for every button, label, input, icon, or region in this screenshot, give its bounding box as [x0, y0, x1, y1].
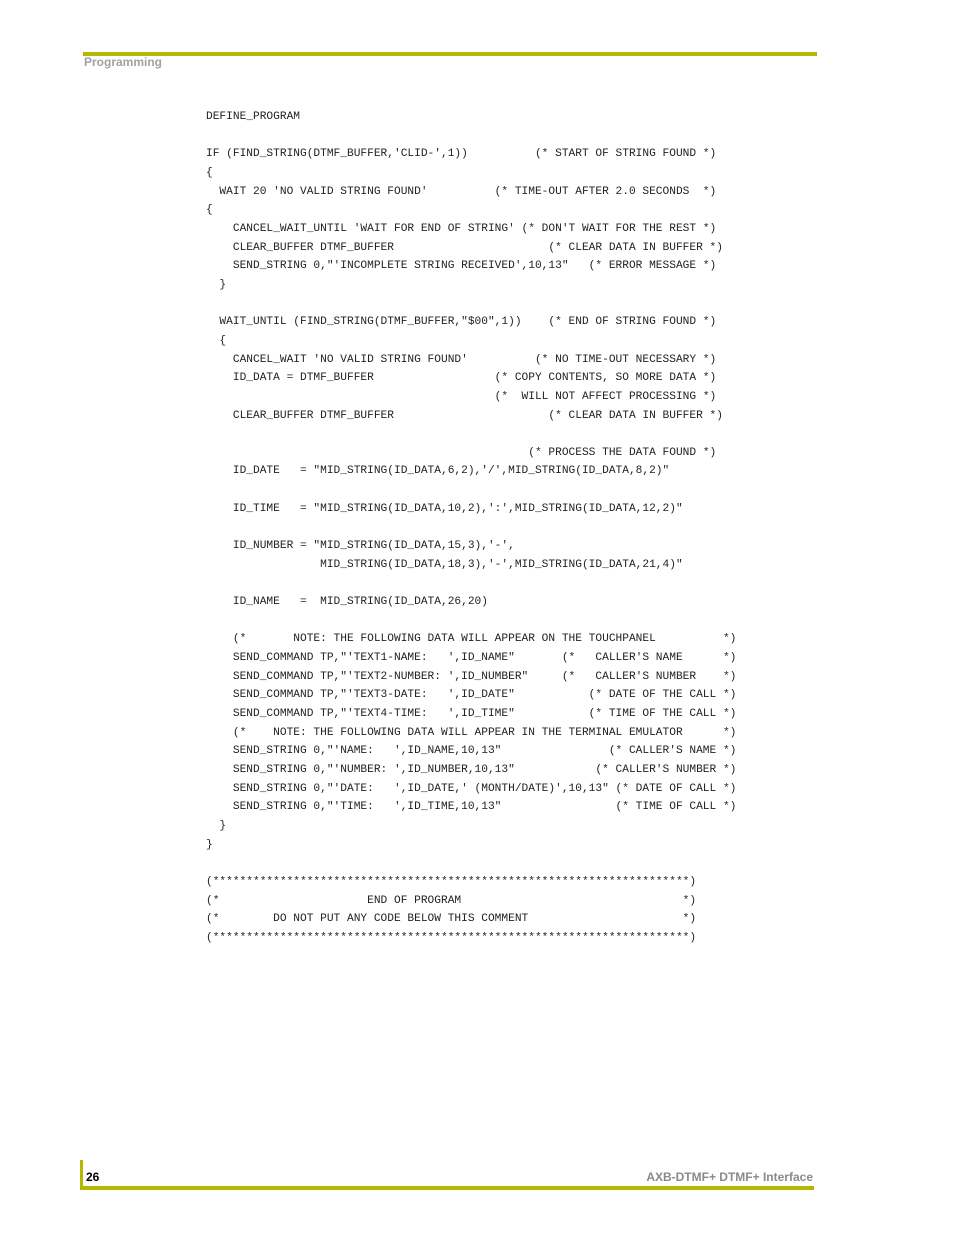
code-line: [206, 574, 736, 593]
code-line: (***********************************************************************): [206, 875, 697, 888]
code-line: SEND_COMMAND TP,"'TEXT1-NAME: ',ID_NAME" (* CALLER'S NAME *): [206, 652, 737, 665]
code-line: SEND_COMMAND TP,"'TEXT2-NUMBER: ',ID_NUMBER" (* CALLER'S NUMBER *): [206, 670, 737, 683]
code-line: }: [206, 819, 227, 832]
code-line: CANCEL_WAIT_UNTIL 'WAIT FOR END OF STRING' (* DON'T WAIT FOR THE REST *): [206, 222, 717, 235]
code-line: ID_DATE = "MID_STRING(ID_DATA,6,2),'/',MID_STRING(ID_DATA,8,2)": [206, 465, 670, 478]
code-line: [206, 295, 736, 314]
code-line: ID_NUMBER = "MID_STRING(ID_DATA,15,3),'-',: [206, 540, 515, 553]
code-line: SEND_STRING 0,"'INCOMPLETE STRING RECEIVED',10,13" (* ERROR MESSAGE *): [206, 260, 717, 273]
code-line: IF (FIND_STRING(DTMF_BUFFER,'CLID-',1)) (* START OF STRING FOUND *): [206, 148, 717, 161]
code-line: }: [206, 278, 227, 291]
code-line: [206, 127, 736, 146]
code-line: WAIT_UNTIL (FIND_STRING(DTMF_BUFFER,"$00",1)) (* END OF STRING FOUND *): [206, 316, 717, 329]
code-line: SEND_STRING 0,"'TIME: ',ID_TIME,10,13" (* TIME OF CALL *): [206, 801, 737, 814]
code-line: CANCEL_WAIT 'NO VALID STRING FOUND' (* NO TIME-OUT NECESSARY *): [206, 353, 717, 366]
code-line: (* DO NOT PUT ANY CODE BELOW THIS COMMENT *): [206, 913, 697, 926]
code-line: SEND_STRING 0,"'NAME: ',ID_NAME,10,13" (* CALLER'S NAME *): [206, 745, 737, 758]
code-line: ID_NAME = MID_STRING(ID_DATA,26,20): [206, 596, 488, 609]
code-line: [206, 518, 736, 537]
code-listing: [206, 108, 736, 948]
footer-rule: [80, 1186, 814, 1190]
code-line: (* NOTE: THE FOLLOWING DATA WILL APPEAR IN THE TERMINAL EMULATOR *): [206, 726, 737, 739]
code-line: SEND_STRING 0,"'DATE: ',ID_DATE,' (MONTH/DATE)',10,13" (* DATE OF CALL *): [206, 782, 737, 795]
code-line: {: [206, 334, 227, 347]
code-line: ID_DATA = DTMF_BUFFER (* COPY CONTENTS, SO MORE DATA *): [206, 372, 717, 385]
section-label: Programming: [84, 55, 163, 69]
code-line: (* WILL NOT AFFECT PROCESSING *): [206, 390, 717, 403]
code-line: CLEAR_BUFFER DTMF_BUFFER (* CLEAR DATA IN BUFFER *): [206, 409, 723, 422]
code-line: (* END OF PROGRAM *): [206, 894, 697, 907]
code-line: (* PROCESS THE DATA FOUND *): [206, 446, 717, 459]
page-number: 26: [86, 1170, 100, 1184]
code-line: (* NOTE: THE FOLLOWING DATA WILL APPEAR ON THE TOUCHPANEL *): [206, 633, 737, 646]
code-line: CLEAR_BUFFER DTMF_BUFFER (* CLEAR DATA IN BUFFER *): [206, 241, 723, 254]
footer-document-title: AXB-DTMF+ DTMF+ Interface: [646, 1170, 813, 1184]
code-line: ID_TIME = "MID_STRING(ID_DATA,10,2),':',MID_STRING(ID_DATA,12,2)": [206, 502, 683, 515]
code-line: DEFINE_PROGRAM: [206, 111, 300, 123]
code-line: SEND_COMMAND TP,"'TEXT3-DATE: ',ID_DATE" (* DATE OF THE CALL *): [206, 689, 737, 702]
code-line: [206, 612, 736, 631]
header-rule: [83, 52, 817, 56]
code-line: [206, 425, 736, 444]
code-line: {: [206, 166, 213, 179]
code-line: }: [206, 838, 213, 851]
code-line: SEND_COMMAND TP,"'TEXT4-TIME: ',ID_TIME" (* TIME OF THE CALL *): [206, 708, 737, 720]
code-line: [206, 854, 736, 873]
code-line: {: [206, 204, 213, 217]
code-line: SEND_STRING 0,"'NUMBER: ',ID_NUMBER,10,13" (* CALLER'S NUMBER *): [206, 763, 737, 776]
code-line: [206, 481, 736, 500]
code-line: (***********************************************************************): [206, 931, 697, 944]
code-line: MID_STRING(ID_DATA,18,3),'-',MID_STRING(ID_DATA,21,4)": [206, 558, 683, 571]
code-line: WAIT 20 'NO VALID STRING FOUND' (* TIME-OUT AFTER 2.0 SECONDS *): [206, 185, 717, 198]
